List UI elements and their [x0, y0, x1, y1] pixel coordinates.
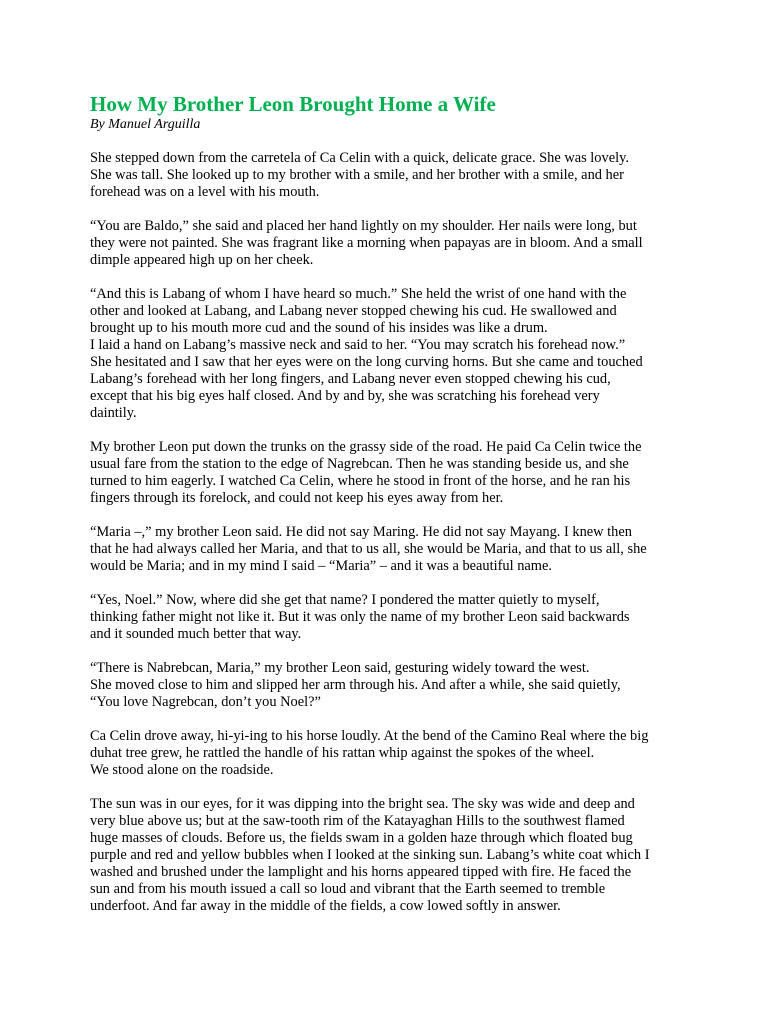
paragraph-line: they were not painted. She was fragrant like a morning when papayas are in bloom. And a small — [90, 235, 643, 251]
paragraph-line: daintily. — [90, 405, 137, 421]
paragraph — [90, 796, 728, 915]
paragraph — [90, 150, 728, 201]
paragraph-line: other and looked at Labang, and Labang never stopped chewing his cud. He swallowed and — [90, 303, 617, 319]
paragraph-line: usual fare from the station to the edge of Nagrebcan. Then he was standing beside us, and she — [90, 456, 629, 472]
paragraph-line: She hesitated and I saw that her eyes were on the long curving horns. But she came and touched — [90, 354, 643, 370]
paragraph-line: Ca Celin drove away, hi-yi-ing to his horse loudly. At the bend of the Camino Real where the big — [90, 728, 649, 744]
paragraph-line: underfoot. And far away in the middle of the fields, a cow lowed softly in answer. — [90, 898, 561, 914]
paragraph-line: would be Maria; and in my mind I said – “Maria” – and it was a beautiful name. — [90, 558, 552, 574]
story-body — [90, 150, 728, 915]
paragraph — [90, 218, 728, 269]
paragraph-line: dimple appeared high up on her cheek. — [90, 252, 314, 268]
paragraph-line: The sun was in our eyes, for it was dipping into the bright sea. The sky was wide and deep and — [90, 796, 635, 812]
paragraph-line: She was tall. She looked up to my brother with a smile, and her brother with a smile, and her — [90, 167, 624, 183]
paragraph — [90, 439, 728, 507]
paragraph-line: that he had always called her Maria, and that to us all, she would be Maria, and that to us all, she — [90, 541, 647, 557]
paragraph-line: I laid a hand on Labang’s massive neck and said to her. “You may scratch his forehead now.” — [90, 337, 626, 353]
paragraph-line: fingers through its forelock, and could not keep his eyes away from her. — [90, 490, 504, 506]
paragraph-line: “You are Baldo,” she said and placed her hand lightly on my shoulder. Her nails were long, but — [90, 218, 637, 234]
paragraph — [90, 592, 728, 643]
paragraph-line: and it sounded much better that way. — [90, 626, 302, 642]
paragraph-line: “Yes, Noel.” Now, where did she get that name? I pondered the matter quietly to myself, — [90, 592, 600, 608]
paragraph-line: forehead was on a level with his mouth. — [90, 184, 320, 200]
paragraph-line: duhat tree grew, he rattled the handle of his rattan whip against the spokes of the wheel. — [90, 745, 595, 761]
paragraph-line: She stepped down from the carretela of Ca Celin with a quick, delicate grace. She was lovely. — [90, 150, 629, 166]
paragraph-line: We stood alone on the roadside. — [90, 762, 274, 778]
paragraph-line: “You love Nagrebcan, don’t you Noel?” — [90, 694, 321, 710]
paragraph-line: except that his big eyes half closed. And by and by, she was scratching his forehead very — [90, 388, 600, 404]
paragraph-line: She moved close to him and slipped her arm through his. And after a while, she said quietly, — [90, 677, 621, 693]
document-byline: By Manuel Arguilla — [90, 117, 201, 132]
paragraph — [90, 286, 728, 422]
paragraph-line: brought up to his mouth more cud and the sound of his insides was like a drum. — [90, 320, 548, 336]
paragraph — [90, 524, 728, 575]
paragraph-line: huge masses of clouds. Before us, the fields swam in a golden haze through which floated bug — [90, 830, 633, 846]
paragraph-line: My brother Leon put down the trunks on the grassy side of the road. He paid Ca Celin twice the — [90, 439, 642, 455]
paragraph-line: washed and brushed under the lamplight and his horns appeared tipped with fire. He faced the — [90, 864, 632, 880]
paragraph-line: sun and from his mouth issued a call so loud and vibrant that the Earth seemed to tremble — [90, 881, 606, 897]
paragraph — [90, 728, 728, 779]
document-title: How My Brother Leon Brought Home a Wife — [90, 92, 496, 116]
paragraph-line: thinking father might not like it. But it was only the name of my brother Leon said backwards — [90, 609, 630, 625]
paragraph-line: purple and red and yellow bubbles when I looked at the sinking sun. Labang’s white coat which I — [90, 847, 650, 863]
paragraph-line: very blue above us; but at the saw-tooth rim of the Katayaghan Hills to the southwest flamed — [90, 813, 625, 829]
paragraph — [90, 660, 728, 711]
paragraph-line: “And this is Labang of whom I have heard so much.” She held the wrist of one hand with the — [90, 286, 627, 302]
paragraph-line: Labang’s forehead with her long fingers, and Labang never even stopped chewing his cud, — [90, 371, 611, 387]
paragraph-line: “Maria –,” my brother Leon said. He did not say Maring. He did not say Mayang. I knew then — [90, 524, 632, 540]
paragraph-line: “There is Nabrebcan, Maria,” my brother Leon said, gesturing widely toward the west. — [90, 660, 590, 676]
paragraph-line: turned to him eagerly. I watched Ca Celin, where he stood in front of the horse, and he ran his — [90, 473, 631, 489]
